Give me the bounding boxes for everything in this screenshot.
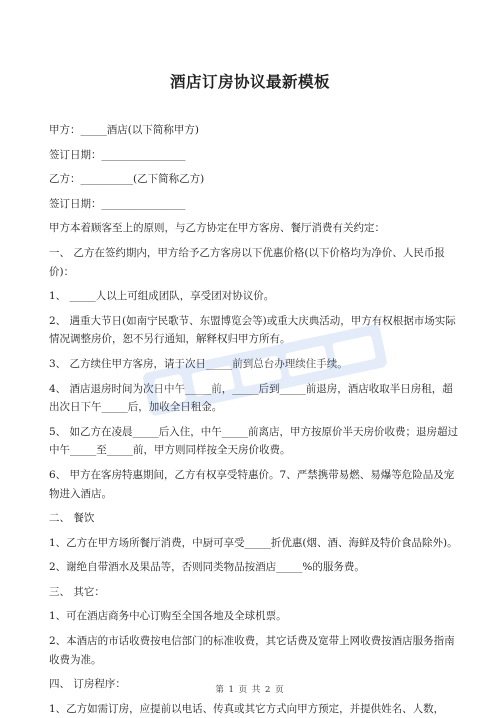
- clause-4-1: 1、乙方如需订房，应提前以电话、传真或其它方式向甲方预定，并提供姓名、人数，: [49, 702, 445, 715]
- sign-date-a: 签订日期：________________: [49, 148, 186, 161]
- page-footer: 第 1 页 共 2 页: [215, 685, 285, 695]
- section-3-heading: 三、 其它：: [49, 585, 105, 598]
- clause-1-6: 6、 甲方在客房特惠期间，乙方有权享受特惠价。7、严禁携带易燃、易爆等危险品及宠物进入酒店。: [49, 468, 455, 500]
- document-body: [49, 121, 463, 718]
- clause-1-1: 1、 _____人以上可组成团队，享受团对协议价。: [49, 290, 275, 303]
- intro-paragraph: 甲方本着顾客至上的原则，与乙方协定在甲方客房、餐厅消费有关约定：: [49, 222, 385, 235]
- party-a-line: 甲方：_____酒店(以下简称甲方): [49, 124, 199, 136]
- section-1-heading: 一、 乙方在签约期内，甲方给予乙方客房以下优惠价格(以下价格均为净价、人民币报价)：: [49, 246, 445, 278]
- section-4-heading: 四、 订房程序：: [49, 678, 126, 691]
- clause-3-2: 2、本酒店的市话收费按电信部门的标准收费，其它话费及宽带上网收费按酒店服务指南收费为准。: [49, 635, 455, 666]
- document-title: 酒店订房协议最新模板: [169, 73, 330, 91]
- clause-1-4: 4、 酒店退房时间为次日中午_____前，_____后到_____前退房，酒店收取半日房租，超出次日下午_____后，加收全日租金。: [49, 382, 453, 414]
- party-b-line: 乙方：__________(乙下简称乙方): [49, 173, 205, 186]
- sign-date-b: 签订日期：________________: [49, 197, 186, 210]
- clause-1-5: 5、 如乙方在凌晨_____后入住，中午_____前离店，甲方按原价半天房价收费；退房超过中午_____至_____前，甲方则同样按全天房价收费。: [49, 425, 459, 457]
- clause-1-2: 2、 遇重大节日(如南宁民歌节、东盟博览会等)或重大庆典活动，甲方有权根据市场实际情况调整房价，恕不另行通知，解释权归甲方所有。: [49, 314, 456, 346]
- clause-2-1: 1、乙方在甲方场所餐厅消费，中厨可享受_____折优惠(烟、酒、海鲜及特价食品除外)。: [49, 536, 458, 549]
- clause-1-3: 3、 乙方续住甲方客房，请于次日_____前到总台办理续住手续。: [49, 357, 348, 370]
- clause-2-2: 2、谢绝自带酒水及果品等，否则同类物品按酒店_____%的服务费。: [49, 561, 365, 574]
- section-2-heading: 二、 餐饮: [49, 512, 95, 525]
- clause-3-1: 1、可在酒店商务中心订购至全国各地及全球机票。: [49, 610, 287, 623]
